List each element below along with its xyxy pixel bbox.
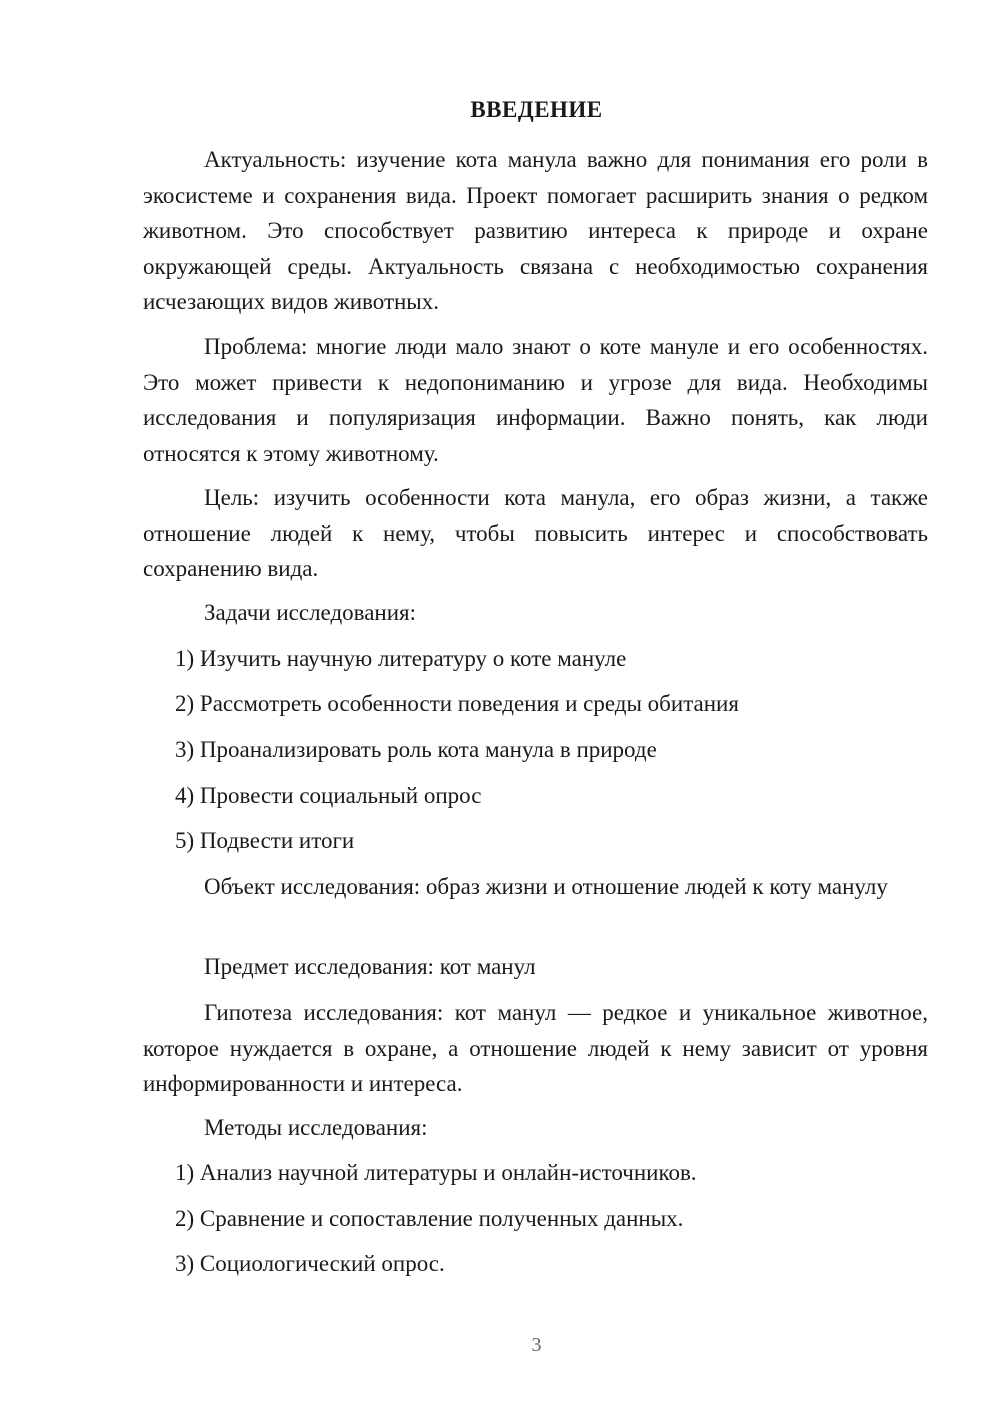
- method-item: 2) Сравнение и сопоставление полученных данных.: [175, 1206, 684, 1231]
- goal-paragraph: Цель: изучить особенности кота манула, его образ жизни, а также отношение людей к нему, чтобы повысить интерес и способствовать сохранению вида.: [143, 485, 928, 581]
- relevance-paragraph: Актуальность: изучение кота манула важно для понимания его роли в экосистеме и сохранения вида. Проект помогает расширить знания о редком животном. Это способствует развитию интереса к природе и охране окружающей среды. Актуальность связана с необходимостью сохранения исчезающих видов животных.: [143, 147, 928, 314]
- subject-line: Предмет исследования: кот манул: [204, 954, 536, 979]
- methods-heading: Методы исследования:: [204, 1115, 428, 1140]
- task-item: 1) Изучить научную литературу о коте мануле: [175, 646, 627, 671]
- tasks-heading: Задачи исследования:: [204, 600, 417, 625]
- page-title: ВВЕДЕНИЕ: [470, 97, 603, 122]
- method-item: 3) Социологический опрос.: [175, 1251, 445, 1276]
- problem-paragraph: Проблема: многие люди мало знают о коте мануле и его особенностях. Это может привести к недопониманию и угрозе для вида. Необходимы исследования и популяризация информации. Важно понять, как люди относятся к этому животному.: [143, 334, 928, 466]
- task-item: 4) Провести социальный опрос: [175, 783, 482, 808]
- page-number: 3: [531, 1334, 542, 1356]
- hypothesis-paragraph: Гипотеза исследования: кот манул — редкое и уникальное животное, которое нуждается в охране, а отношение людей к нему зависит от уровня информированности и интереса.: [143, 1000, 928, 1096]
- task-item: 3) Проанализировать роль кота манула в природе: [175, 737, 657, 762]
- task-item: 5) Подвести итоги: [175, 828, 355, 853]
- object-paragraph: Объект исследования: образ жизни и отношение людей к коту манулу: [204, 874, 888, 899]
- method-item: 1) Анализ научной литературы и онлайн-источников.: [175, 1160, 697, 1185]
- task-item: 2) Рассмотреть особенности поведения и среды обитания: [175, 691, 739, 716]
